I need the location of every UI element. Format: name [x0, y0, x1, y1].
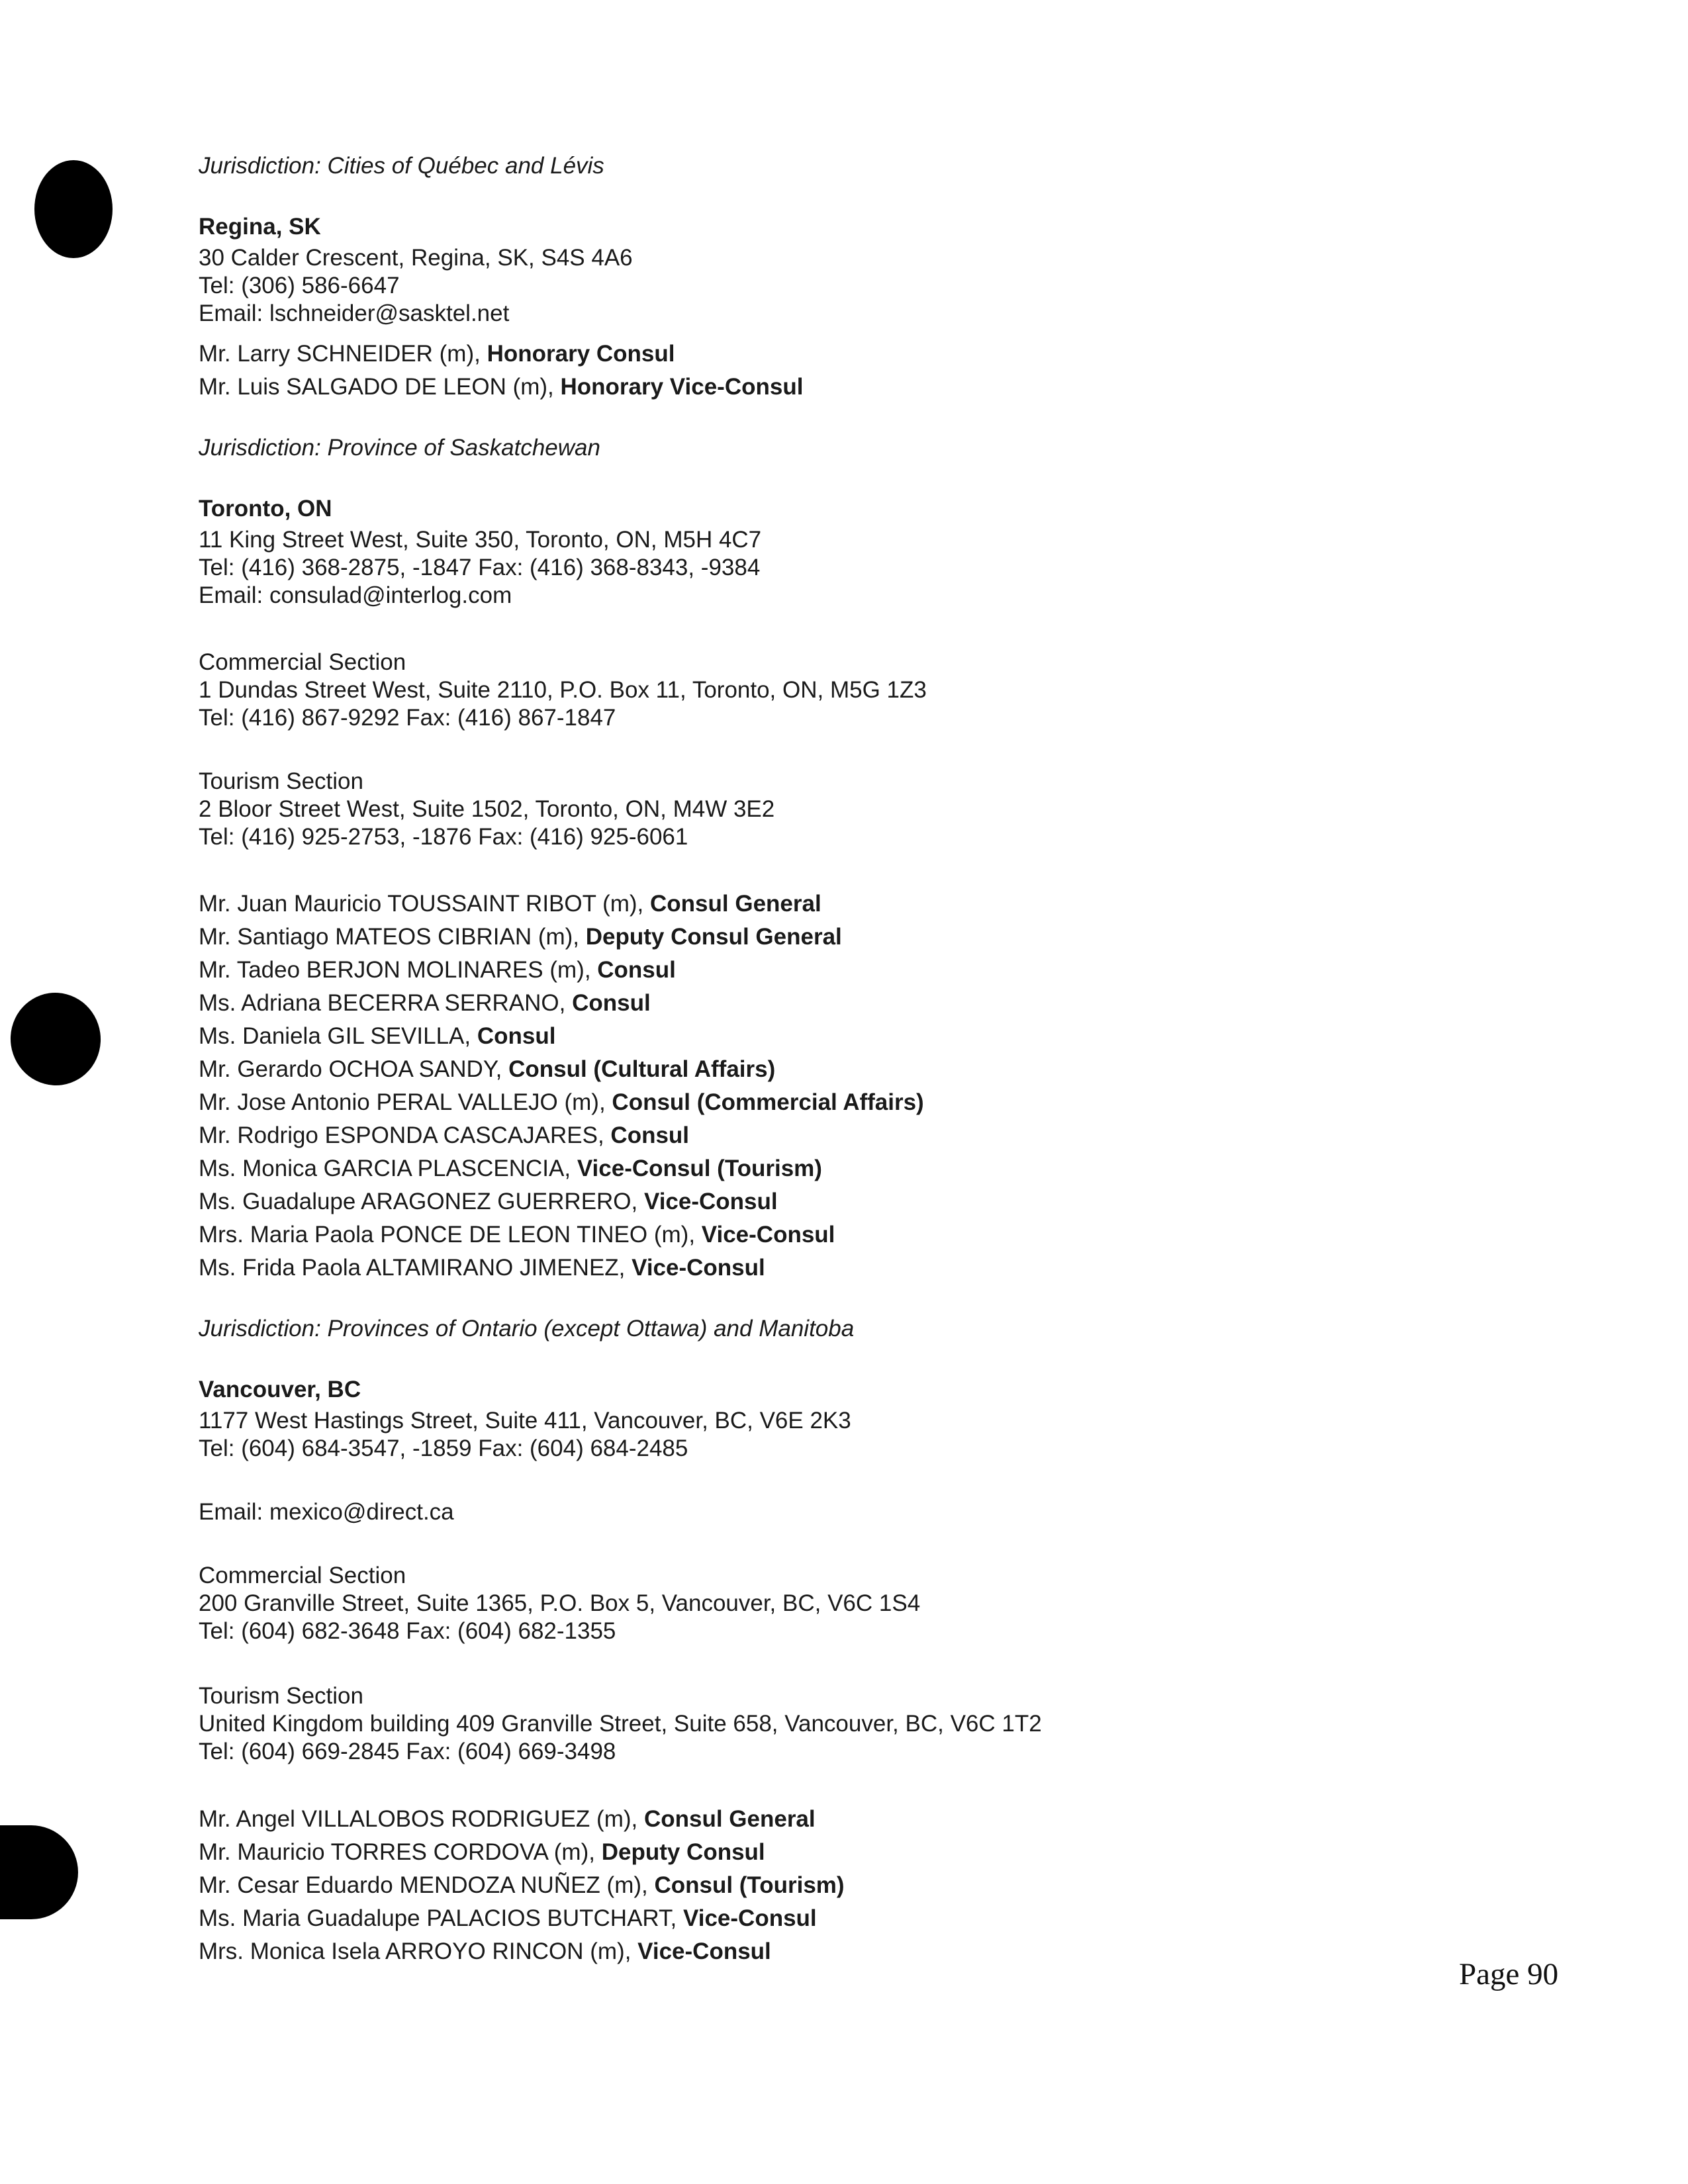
toronto-tourism-tel: Tel: (416) 925-2753, -1876 Fax: (416) 925-6061 — [199, 824, 688, 850]
vancouver-tourism-label: Tourism Section — [199, 1683, 363, 1709]
staff-line — [199, 923, 842, 951]
toronto-jurisdiction: Jurisdiction: Provinces of Ontario (except Ottawa) and Manitoba — [199, 1316, 855, 1342]
staff-title: Deputy Consul General — [585, 924, 842, 950]
vancouver-tourism-address: United Kingdom building 409 Granville Street, Suite 658, Vancouver, BC, V6C 1T2 — [199, 1711, 1042, 1737]
staff-name: Ms. Frida Paola ALTAMIRANO JIMENEZ, — [199, 1255, 632, 1281]
toronto-tourism-address: 2 Bloor Street West, Suite 1502, Toronto, ON, M4W 3E2 — [199, 796, 775, 822]
staff-line — [199, 1872, 845, 1899]
staff-name: Mr. Cesar Eduardo MENDOZA NUÑEZ (m), — [199, 1872, 655, 1898]
staff-name: Ms. Monica GARCIA PLASCENCIA, — [199, 1156, 577, 1181]
staff-line — [199, 1221, 835, 1249]
staff-title: Consul — [572, 990, 651, 1016]
staff-line — [199, 1155, 822, 1183]
toronto-tel: Tel: (416) 368-2875, -1847 Fax: (416) 368-8343, -9384 — [199, 555, 761, 580]
regina-email: Email: lschneider@sasktel.net — [199, 300, 510, 326]
vancouver-commercial-label: Commercial Section — [199, 1563, 406, 1588]
staff-title: Consul (Cultural Affairs) — [508, 1056, 776, 1082]
staff-title: Vice-Consul — [643, 1189, 778, 1214]
staff-name: Ms. Guadalupe ARAGONEZ GUERRERO, — [199, 1189, 644, 1214]
regina-tel: Tel: (306) 586-6647 — [199, 273, 400, 298]
staff-line — [199, 1839, 765, 1866]
staff-name: Ms. Adriana BECERRA SERRANO, — [199, 990, 573, 1016]
staff-line — [199, 1254, 765, 1282]
regina-address: 30 Calder Crescent, Regina, SK, S4S 4A6 — [199, 245, 633, 271]
staff-name: Mr. Mauricio TORRES CORDOVA (m), — [199, 1839, 602, 1865]
staff-title: Vice-Consul — [632, 1255, 765, 1281]
page-number: Page 90 — [1459, 1957, 1559, 1991]
staff-name: Mrs. Maria Paola PONCE DE LEON TINEO (m), — [199, 1222, 702, 1248]
staff-title: Vice-Consul — [683, 1905, 817, 1931]
staff-name: Ms. Maria Guadalupe PALACIOS BUTCHART, — [199, 1905, 684, 1931]
staff-title: Consul — [610, 1122, 690, 1148]
staff-name: Mr. Gerardo OCHOA SANDY, — [199, 1056, 509, 1082]
staff-title: Consul General — [650, 891, 821, 917]
toronto-address: 11 King Street West, Suite 350, Toronto, ON, M5H 4C7 — [199, 527, 762, 553]
vancouver-address: 1177 West Hastings Street, Suite 411, Vancouver, BC, V6E 2K3 — [199, 1408, 851, 1433]
staff-line — [199, 1023, 555, 1050]
staff-name: Mr. Juan Mauricio TOUSSAINT RIBOT (m), — [199, 891, 651, 917]
staff-line — [199, 1122, 689, 1150]
staff-name: Mr. Angel VILLALOBOS RODRIGUEZ (m), — [199, 1806, 644, 1832]
toronto-tourism-label: Tourism Section — [199, 768, 363, 794]
staff-name: Mrs. Monica Isela ARROYO RINCON (m), — [199, 1938, 638, 1964]
vancouver-heading: Vancouver, BC — [199, 1377, 361, 1402]
toronto-commercial-label: Commercial Section — [199, 649, 406, 675]
regina-jurisdiction: Jurisdiction: Province of Saskatchewan — [199, 435, 600, 461]
vancouver-tourism-tel: Tel: (604) 669-2845 Fax: (604) 669-3498 — [199, 1739, 616, 1764]
punch-hole — [0, 1825, 78, 1919]
vancouver-commercial-tel: Tel: (604) 682-3648 Fax: (604) 682-1355 — [199, 1618, 616, 1644]
staff-line — [199, 1905, 817, 1933]
vancouver-tel: Tel: (604) 684-3547, -1859 Fax: (604) 684-2485 — [199, 1435, 688, 1461]
staff-name: Mr. Luis SALGADO DE LEON (m), — [199, 374, 561, 400]
staff-title: Deputy Consul — [601, 1839, 765, 1865]
staff-title: Vice-Consul — [701, 1222, 835, 1248]
staff-line — [199, 1805, 816, 1833]
punch-hole — [34, 160, 113, 258]
toronto-commercial-address: 1 Dundas Street West, Suite 2110, P.O. Box 11, Toronto, ON, M5G 1Z3 — [199, 677, 927, 703]
jurisdiction-quebec: Jurisdiction: Cities of Québec and Lévis — [199, 153, 604, 179]
staff-title: Consul (Commercial Affairs) — [612, 1089, 924, 1115]
staff-line — [199, 956, 676, 984]
vancouver-commercial-address: 200 Granville Street, Suite 1365, P.O. Box 5, Vancouver, BC, V6C 1S4 — [199, 1590, 921, 1616]
staff-name: Mr. Rodrigo ESPONDA CASCAJARES, — [199, 1122, 611, 1148]
staff-line — [199, 890, 821, 918]
regina-heading: Regina, SK — [199, 214, 321, 240]
vancouver-email: Email: mexico@direct.ca — [199, 1499, 454, 1525]
toronto-commercial-tel: Tel: (416) 867-9292 Fax: (416) 867-1847 — [199, 705, 616, 731]
staff-title: Honorary Consul — [487, 341, 675, 367]
staff-line — [199, 373, 803, 401]
staff-line — [199, 1089, 924, 1116]
staff-line — [199, 989, 651, 1017]
staff-name: Mr. Larry SCHNEIDER (m), — [199, 341, 487, 367]
staff-title: Vice-Consul (Tourism) — [577, 1156, 822, 1181]
staff-name: Mr. Santiago MATEOS CIBRIAN (m), — [199, 924, 586, 950]
staff-name: Mr. Jose Antonio PERAL VALLEJO (m), — [199, 1089, 612, 1115]
staff-title: Consul — [477, 1023, 556, 1049]
staff-line — [199, 1056, 775, 1083]
staff-title: Vice-Consul — [637, 1938, 771, 1964]
toronto-heading: Toronto, ON — [199, 496, 332, 522]
staff-line — [199, 1188, 778, 1216]
punch-hole — [5, 987, 107, 1091]
staff-name: Ms. Daniela GIL SEVILLA, — [199, 1023, 477, 1049]
staff-title: Consul (Tourism) — [654, 1872, 845, 1898]
staff-title: Consul General — [643, 1806, 816, 1832]
staff-title: Honorary Vice-Consul — [560, 374, 804, 400]
staff-line — [199, 340, 675, 368]
staff-name: Mr. Tadeo BERJON MOLINARES (m), — [199, 957, 598, 983]
toronto-email: Email: consulad@interlog.com — [199, 582, 512, 608]
staff-line — [199, 1938, 771, 1966]
staff-title: Consul — [597, 957, 676, 983]
